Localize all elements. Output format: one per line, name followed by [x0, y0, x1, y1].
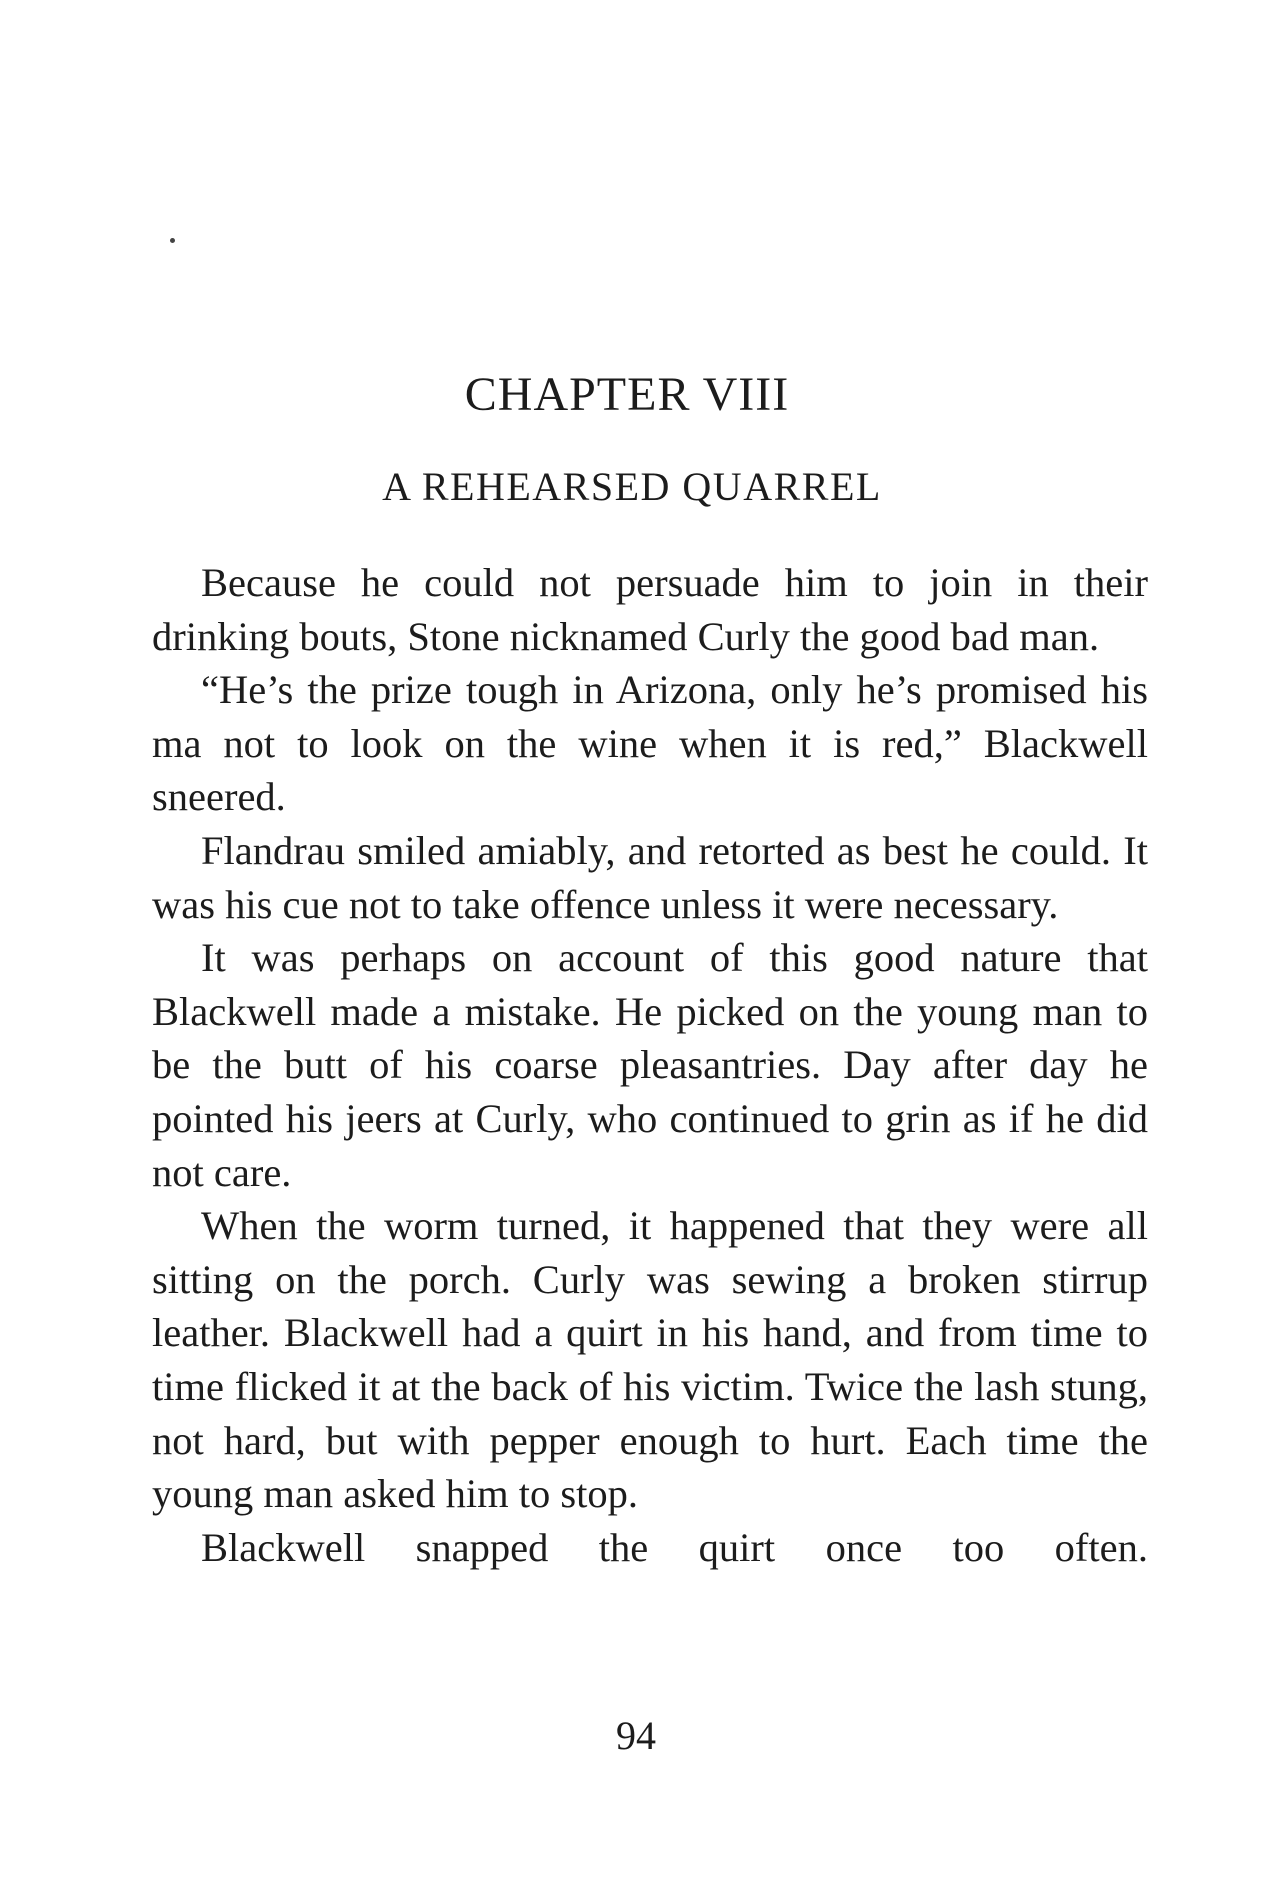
paragraph: Flandrau smiled amiably, and retorted as best he could. It was his cue not to take offence unless it were necessary. — [152, 827, 1148, 927]
ink-speck — [170, 238, 175, 243]
paragraph: It was perhaps on account of this good nature that Blackwell made a mistake. He picked on the young man to be the butt of his coarse pleasantries. Day after day he pointed his jeers at Curly, who continued to grin as if he did not care. — [152, 935, 1148, 1195]
chapter-subtitle: A REHEARSED QUARREL — [382, 464, 882, 509]
paragraph: Blackwell snapped the quirt once too often. — [201, 1524, 1148, 1570]
paragraph: Because he could not persuade him to join in their drinking bouts, Stone nicknamed Curly the good bad man. — [152, 560, 1148, 659]
chapter-body — [152, 556, 1148, 1574]
page-number: 94 — [616, 1713, 656, 1758]
chapter-title: CHAPTER VIII — [464, 368, 790, 421]
paragraph: When the worm turned, it happened that they were all sitting on the porch. Curly was sewing a broken stirrup leather. Blackwell had a quirt in his hand, and from time to time flicked it at the back of his victim. Twice the lash stung, not hard, but with pepper enough to hurt. Each time the young man asked him to stop. — [152, 1203, 1148, 1517]
paragraph: “He’s the prize tough in Arizona, only he’s promised his ma not to look on the wine when it is red,” Blackwell sneered. — [152, 667, 1148, 820]
